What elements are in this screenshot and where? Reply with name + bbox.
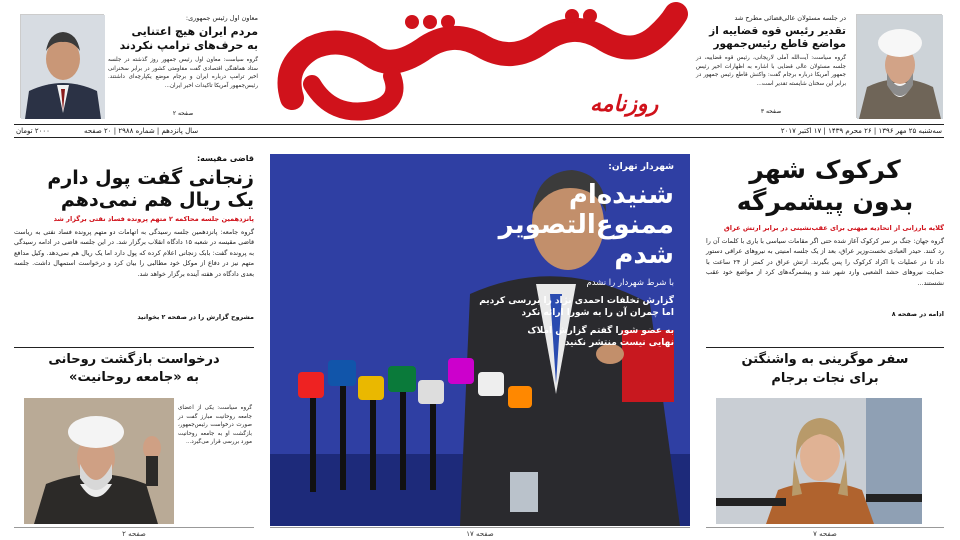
center-story <box>259 154 690 526</box>
footer-page-ref[interactable]: صفحه ۱۷ <box>270 527 690 539</box>
headline[interactable]: شنیده‌ام <box>568 180 674 210</box>
larijani-photo <box>856 14 942 118</box>
kicker: شهردار تهران: <box>608 162 674 172</box>
dateline-issue: سال پانزدهم | شماره ۲۹۸۸ | ۲۰ صفحه <box>84 127 199 135</box>
headline[interactable]: به حرف‌های ترامپ نکردند <box>119 39 258 52</box>
mogherini-photo <box>716 398 922 524</box>
footer-page-ref[interactable]: صفحه ۷ <box>706 527 944 539</box>
tagline: با شرط شهردار را نشدم <box>586 278 674 288</box>
dateline-date: سه‌شنبه ۲۵ مهر ۱۳۹۶ | ۲۶ محرم ۱۴۳۹ | ۱۷ اکتبر ۲۰۱۷ <box>780 127 942 135</box>
page-ref[interactable]: صفحه ۳ <box>760 108 782 115</box>
quote: نهایی نیست منتشر نکنید <box>564 338 674 348</box>
quote: به عضو شورا گفتم گزارش املاک <box>527 326 674 336</box>
dateline-bar <box>14 124 944 138</box>
top-left-story <box>108 14 258 117</box>
portrait-icon <box>21 15 105 119</box>
kicker: معاون اول رئیس جمهوری: <box>185 14 258 22</box>
right-story <box>706 154 944 344</box>
story-body: گروه جهان: جنگ بر سر کرکوک آغاز شده حتی اگر مقامات سیاسی با یاری با کلمات آن را رد کنند. حیدر العبادی نخست‌وزیر عراق، بعد از یک جلسه امنیتی به نیروهای عراقی دستور داد تا در عملیات با اکراد کرکوک را پس بگیرند. ارتش عراق در کمتر از ۲۴ ساعت با حمایت نیروهای حشد الشعبی وارد شهر شد و پیشمرگه‌های کرد از مواضع خود عقب نشستند... <box>706 237 945 287</box>
subhead: پانزدهمین جلسه محاکمه ۲ متهم پرونده فساد نفتی برگزار شد <box>53 215 254 223</box>
masthead <box>0 0 960 135</box>
headline[interactable]: سفر موگرینی به واشنگتن <box>741 352 909 367</box>
logo-prefix: روزنامه <box>590 92 659 117</box>
page-ref[interactable]: ادامه در صفحه ۸ <box>891 310 944 318</box>
jahangiri-photo <box>20 14 104 118</box>
quote: گزارش تخلفات احمدی نژاد را بررسی کردیم <box>479 296 674 306</box>
top-right-story <box>696 14 846 115</box>
headline[interactable]: بدون پیشمرگه <box>736 187 914 216</box>
photo-credit: عکس: محمد شاهنامه <box>259 460 267 515</box>
headline[interactable]: مردم ایران هیچ اعتنایی <box>131 25 258 38</box>
page-ref[interactable]: صفحه ۲ <box>172 110 194 117</box>
divider <box>14 347 254 348</box>
kicker: در جلسه مسئولان عالی‌قضائی مطرح شد <box>734 14 846 22</box>
logo[interactable] <box>272 6 692 122</box>
left-story <box>14 154 254 344</box>
headline[interactable]: یک ریال هم نمی‌دهم <box>60 189 254 211</box>
center-text-block <box>444 162 674 348</box>
cleric-photo <box>24 398 174 524</box>
footer-page-ref[interactable]: صفحه ۲ <box>14 527 254 539</box>
headline[interactable]: کرکوک شهر <box>749 155 901 184</box>
left-bottom-story <box>14 352 254 538</box>
headline[interactable]: برای نجات برجام <box>771 371 879 386</box>
page-ref[interactable]: مشروح گزارش را در صفحه ۲ بخوانید <box>137 313 254 321</box>
quote: اما چمران آن را به شورا ارائه نکرد <box>521 308 674 318</box>
subhead: گلایه بارزانی از اتحادیه میهنی برای عقب‌نشینی در برابر ارتش عراق <box>723 224 944 232</box>
headline[interactable]: تقدیر رئیس قوه قضاییه از <box>709 25 846 37</box>
headline[interactable]: مواضع قاطع رئیس‌جمهور <box>713 38 846 50</box>
divider <box>706 347 944 348</box>
headline[interactable]: درخواست بازگشت روحانی <box>48 352 220 367</box>
story-body: گروه سیاست: معاون اول رئیس جمهور روز گذشته در جلسه ستاد هماهنگی اقتصادی گفت مقاومتی کشور در برابر سخنرانی اخیر ترامپ درباره ایران و برجام موضع یکپارچه‌ای داشتند. رئیس‌جمهور آمریکا تاکیدات اخیر ایران... <box>108 57 258 89</box>
story-body: گروه سیاست: آیت‌الله آملی لاریجانی، رئیس قوه قضاییه، در جلسه مسئولان عالی قضایی با اشاره به اظهارات اخیر رئیس جمهور آمریکا درباره برجام گفت: واکنش قاطع رئیس جمهور در برابر این سخنان شایسته تقدیر است... <box>696 55 846 87</box>
portrait-icon <box>857 15 943 119</box>
right-bottom-story <box>706 352 944 526</box>
kicker: قاضی مقیسه: <box>196 154 254 163</box>
portrait-icon <box>24 398 174 524</box>
side-text: گروه سیاست: یکی از اعضای جامعه روحانیت مبارز گفت در صورت درخواست رئیس‌جمهور، بازگشت او به جامعه روحانیت مورد بررسی قرار می‌گیرد... <box>178 405 252 446</box>
story-body: گروه جامعه: پانزدهمین جلسه رسیدگی به اتهامات دو متهم پرونده فساد نفتی به ریاست قاضی مقیسه در شعبه ۱۵ دادگاه انقلاب برگزار شد. در این جلسه قاضی در ادامه رسیدگی به پرونده گفت: بابک زنجانی اعلام کرده که پول دارد اما یک ریال هم نمی‌دهد. وکیل مدافع متهم نیز در دفاع از موکل خود مطالبی را بیان کرد و درخواست استمهال داشت. جلسه بعدی دادگاه در هفته آینده برگزار خواهد شد. <box>14 228 255 278</box>
headline[interactable]: ممنوع‌التصویر شدم <box>498 210 674 270</box>
logo-main-text <box>392 36 394 37</box>
portrait-icon <box>716 398 922 524</box>
headline[interactable]: زنجانی گفت پول دارم <box>47 167 254 189</box>
headline[interactable]: به «جامعه روحانیت» <box>69 370 199 385</box>
dateline-price: ۲۰۰۰ تومان <box>16 127 50 135</box>
